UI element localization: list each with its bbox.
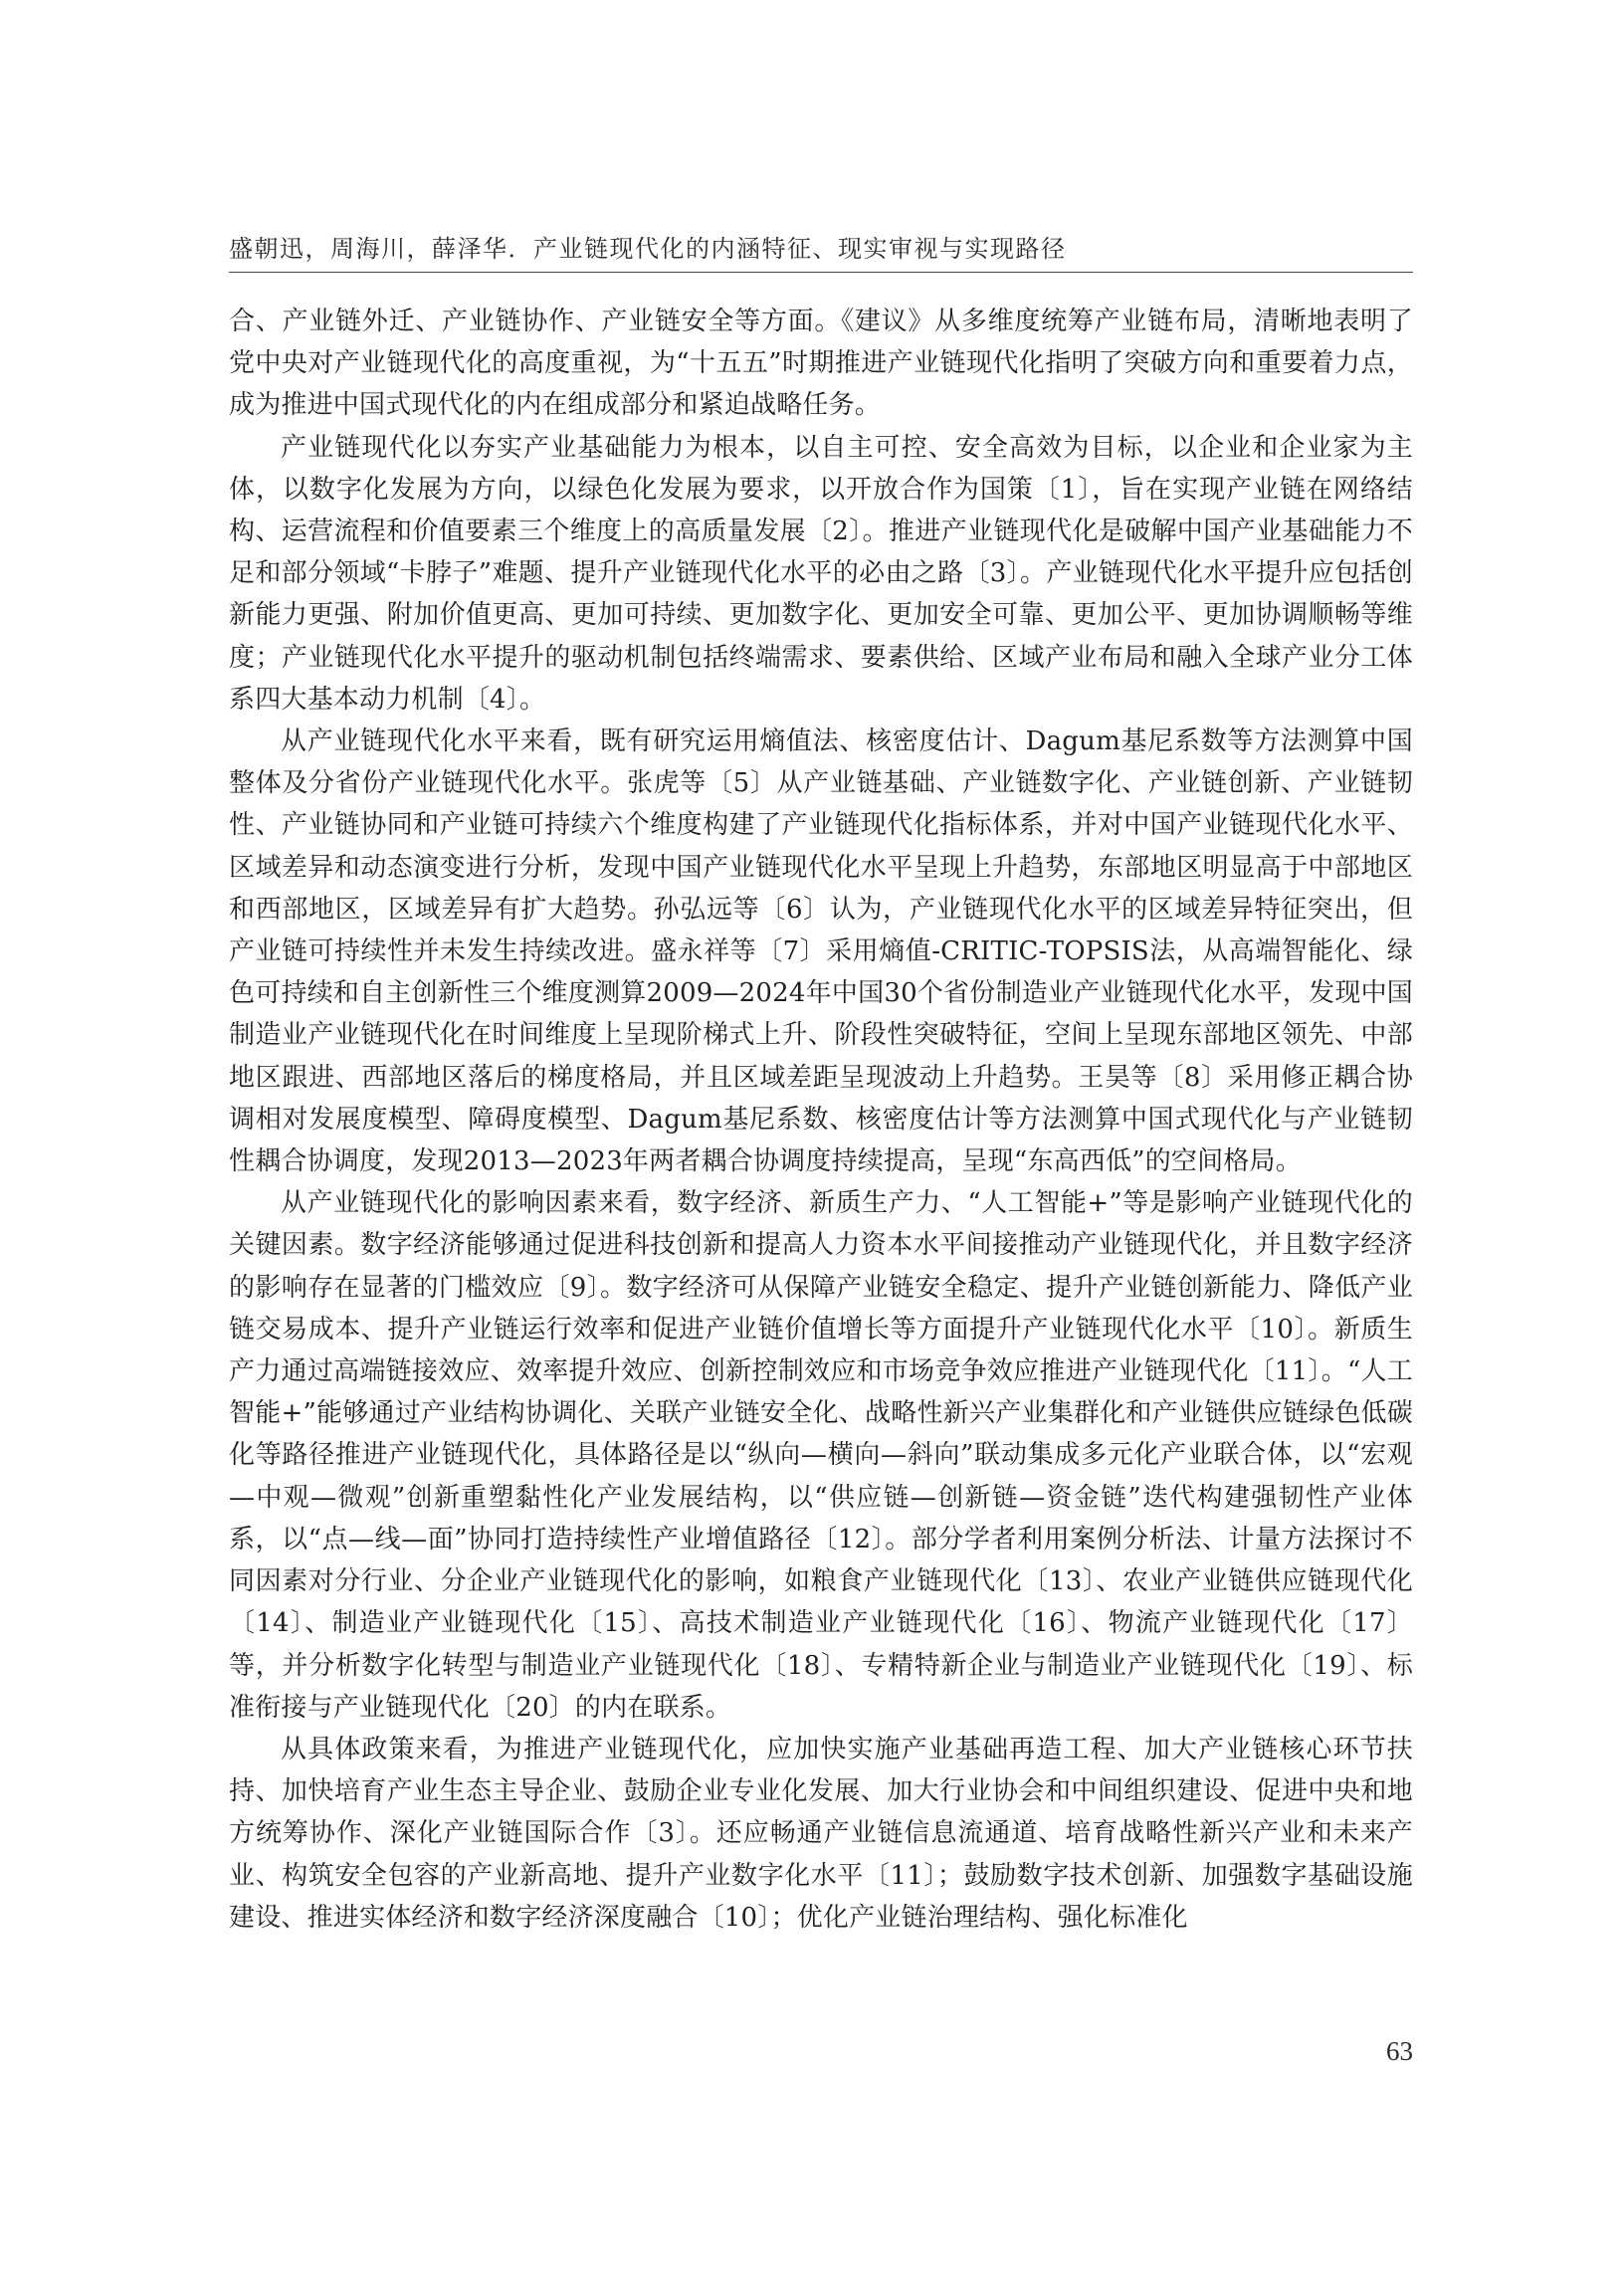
running-header: 盛朝迅，周海川，薛泽华．产业链现代化的内涵特征、现实审视与实现路径	[229, 235, 1067, 263]
paragraph: 产业链现代化以夯实产业基础能力为根本，以自主可控、安全高效为目标，以企业和企业家为主体，以数字化发展为方向，以绿色化发展为要求，以开放合作为国策〔1〕，旨在实现产业链在网络结构、运营流程和价值要素三个维度上的高质量发展〔2〕。推进产业链现代化是破解中国产业基础能力不足和部分领域“卡脖子”难题、提升产业链现代化水平的必由之路〔3〕。产业链现代化水平提升应包括创新能力更强、附加价值更高、更加可持续、更加数字化、更加安全可靠、更加公平、更加协调顺畅等维度；产业链现代化水平提升的驱动机制包括终端需求、要素供给、区域产业布局和融入全球产业分工体系四大基本动力机制〔4〕。	[229, 432, 1413, 715]
header-divider	[229, 272, 1413, 273]
page-number: 63	[1386, 2036, 1413, 2066]
paragraph-continued: 合、产业链外迁、产业链协作、产业链安全等方面。《建议》从多维度统筹产业链布局，清晰地表明了党中央对产业链现代化的高度重视，为“十五五”时期推进产业链现代化指明了突破方向和重要着力点，成为推进中国式现代化的内在组成部分和紧迫战略任务。	[229, 307, 1413, 421]
paragraph: 从产业链现代化水平来看，既有研究运用熵值法、核密度估计、Dagum基尼系数等方法测算中国整体及分省份产业链现代化水平。张虎等〔5〕从产业链基础、产业链数字化、产业链创新、产业链韧性、产业链协同和产业链可持续六个维度构建了产业链现代化指标体系，并对中国产业链现代化水平、区域差异和动态演变进行分析，发现中国产业链现代化水平呈现上升趋势，东部地区明显高于中部地区和西部地区，区域差异有扩大趋势。孙弘远等〔6〕认为，产业链现代化水平的区域差异特征突出，但产业链可持续性并未发生持续改进。盛永祥等〔7〕采用熵值-CRITIC-TOPSIS法，从高端智能化、绿色可持续和自主创新性三个维度测算2009—2024年中国30个省份制造业产业链现代化水平，发现中国制造业产业链现代化在时间维度上呈现阶梯式上升、阶段性突破特征，空间上呈现东部地区领先、中部地区跟进、西部地区落后的梯度格局，并且区域差距呈现波动上升趋势。王昊等〔8〕采用修正耦合协调相对发展度模型、障碍度模型、Dagum基尼系数、核密度估计等方法测算中国式现代化与产业链韧性耦合协调度，发现2013—2023年两者耦合协调度持续提高，呈现“东高西低”的空间格局。	[229, 726, 1413, 1177]
article-body	[229, 301, 1413, 1939]
paragraph: 从产业链现代化的影响因素来看，数字经济、新质生产力、“人工智能+”等是影响产业链现代化的关键因素。数字经济能够通过促进科技创新和提高人力资本水平间接推动产业链现代化，并且数字经济的影响存在显著的门槛效应〔9〕。数字经济可从保障产业链安全稳定、提升产业链创新能力、降低产业链交易成本、提升产业链运行效率和促进产业链价值增长等方面提升产业链现代化水平〔10〕。新质生产力通过高端链接效应、效率提升效应、创新控制效应和市场竞争效应推进产业链现代化〔11〕。“人工智能+”能够通过产业结构协调化、关联产业链安全化、战略性新兴产业集群化和产业链供应链绿色低碳化等路径推进产业链现代化，具体路径是以“纵向—横向—斜向”联动集成多元化产业联合体，以“宏观—中观—微观”创新重塑黏性化产业发展结构，以“供应链—创新链—资金链”迭代构建强韧性产业体系，以“点—线—面”协同打造持续性产业增值路径〔12〕。部分学者利用案例分析法、计量方法探讨不同因素对分行业、分企业产业链现代化的影响，如粮食产业链现代化〔13〕、农业产业链供应链现代化〔14〕、制造业产业链现代化〔15〕、高技术制造业产业链现代化〔16〕、物流产业链现代化〔17〕等，并分析数字化转型与制造业产业链现代化〔18〕、专精特新企业与制造业产业链现代化〔19〕、标准衔接与产业链现代化〔20〕的内在联系。	[229, 1188, 1413, 1723]
paragraph: 从具体政策来看，为推进产业链现代化，应加快实施产业基础再造工程、加大产业链核心环节扶持、加快培育产业生态主导企业、鼓励企业专业化发展、加大行业协会和中间组织建设、促进中央和地方统筹协作、深化产业链国际合作〔3〕。还应畅通产业链信息流通道、培育战略性新兴产业和未来产业、构筑安全包容的产业新高地、提升产业数字化水平〔11〕；鼓励数字技术创新、加强数字基础设施建设、推进实体经济和数字经济深度融合〔10〕；优化产业链治理结构、强化标准化	[229, 1734, 1413, 1933]
